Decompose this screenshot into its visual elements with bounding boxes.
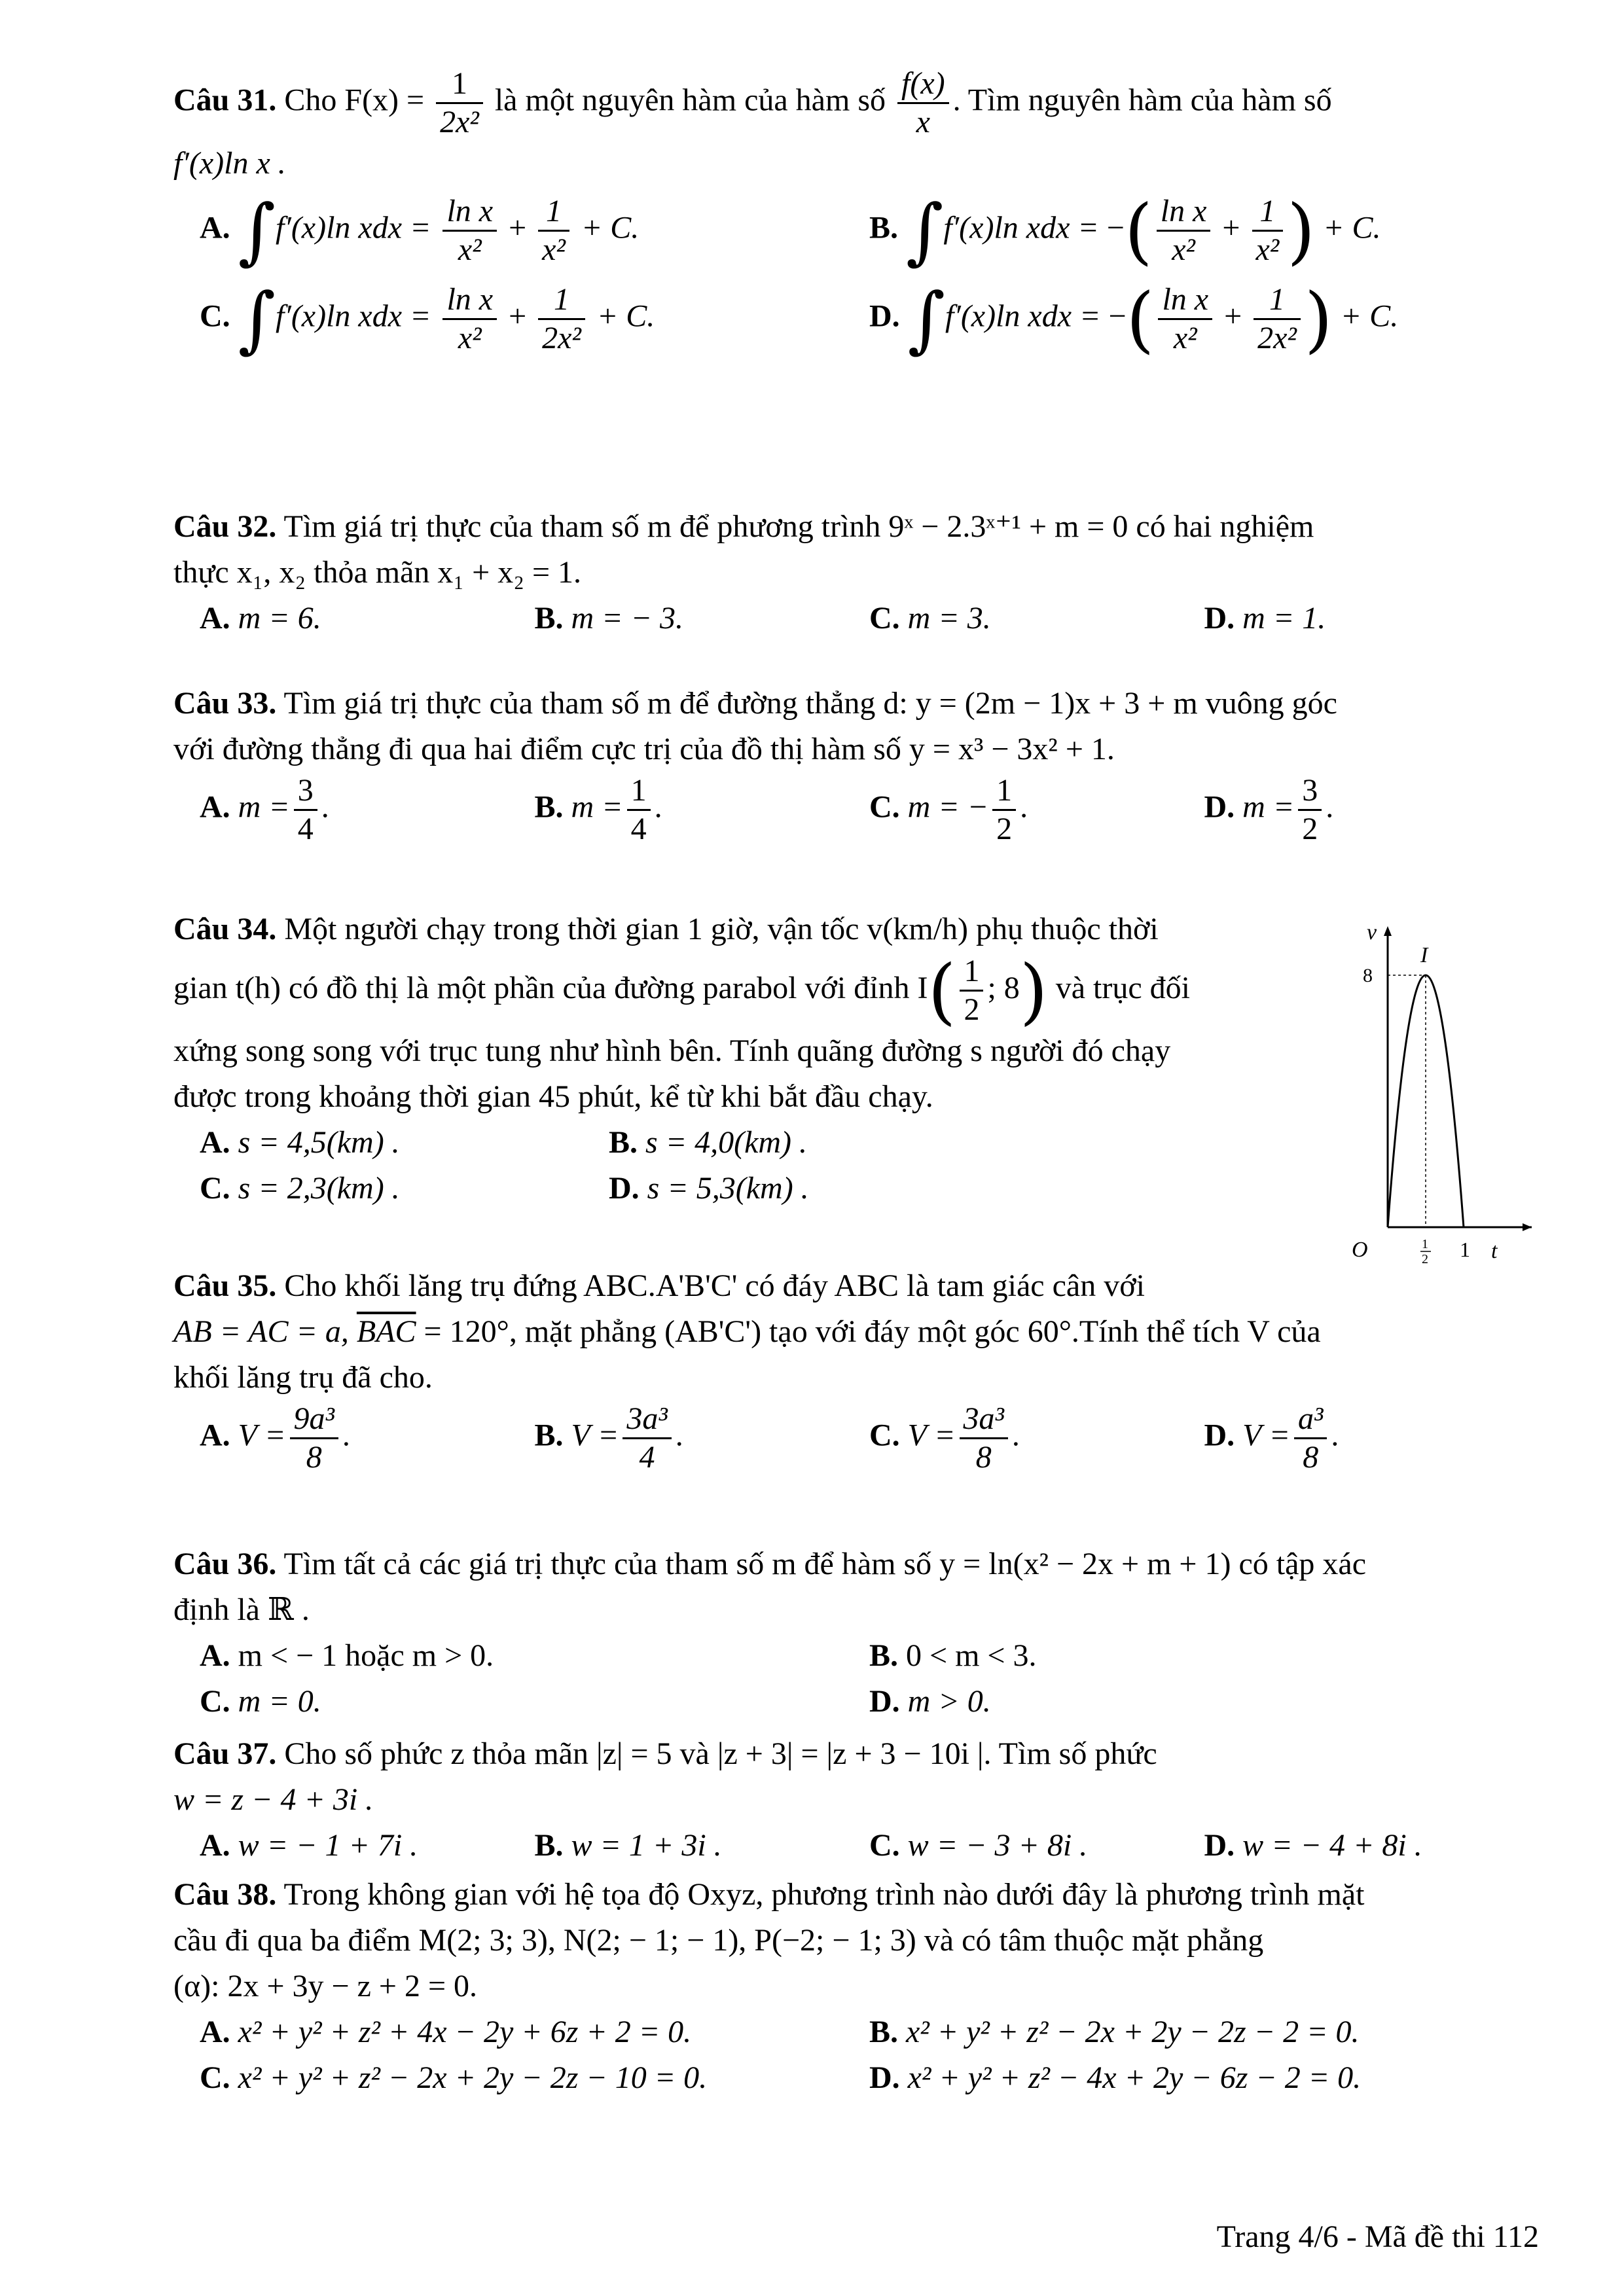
q36-option-c[interactable]: C. m = 0. bbox=[200, 1684, 321, 1719]
q31-option-a[interactable]: A. ∫f′(x)ln xdx = $\frac{\text{ln x}}{\text{x²}}$ + $\frac{1}{\text{x²}}$ + C. bbox=[200, 188, 640, 273]
q38-label: Câu 38. bbox=[173, 1877, 277, 1912]
question-34: Câu 34. Một người chạy trong thời gian 1 giờ, vận tốc v(km/h) phụ thuộc thời gian t(h) có đồ thị là một phần của đường parabol với đỉnh I( $\frac{1}{2}$ ; 8) và trục đối xứng song song với trục tung như hình bên. Tính quãng đường s người đó chạy được trong khoảng thời gian 45 phút, kể từ khi bắt đầu chạy. A. s = 4,5(km) . B. s = 4,0(km) . C. s = 2,3(km) . D. s = 5,3(km) . bbox=[173, 906, 1332, 1211]
q31-text: Cho F(x) = bbox=[284, 82, 425, 118]
q33-option-b[interactable]: B. m = $\frac{1}{4}$ . bbox=[534, 773, 662, 846]
v-axis-arrow-icon bbox=[1384, 926, 1392, 936]
q34-option-c[interactable]: C. s = 2,3(km) . bbox=[200, 1171, 400, 1206]
q36-label: Câu 36. bbox=[173, 1547, 277, 1581]
q31-option-c[interactable]: C. ∫f′(x)ln xdx = $\frac{\text{ln x}}{\text{x²}}$ + $\frac{1}{\text{2x²}}$ + C. bbox=[200, 277, 655, 361]
one-label: 1 bbox=[1460, 1238, 1470, 1261]
q35-label: Câu 35. bbox=[173, 1268, 277, 1303]
q32-text: Tìm giá trị thực của tham số m để phương trình 9ˣ − 2.3ˣ⁺¹ + m = 0 có hai nghiệm bbox=[283, 509, 1314, 544]
question-36 bbox=[173, 1541, 1539, 1725]
q31-label: Câu 31. bbox=[173, 82, 277, 118]
q36-text: Tìm tất cả các giá trị thực của tham số m để hàm số y = ln(x² − 2x + m + 1) có tập xác bbox=[283, 1547, 1367, 1581]
q35-text-3: = 120°, mặt phẳng (AB'C') tạo với đáy một góc 60°.Tính thể tích V của bbox=[424, 1314, 1321, 1349]
q34-label: Câu 34. bbox=[173, 912, 277, 946]
integral-icon: ∫ bbox=[907, 277, 945, 361]
q32-text-2: thực x₁, x₂ thỏa mãn x₁ + x₂ = 1. bbox=[173, 555, 582, 590]
half-den-label: 2 bbox=[1422, 1252, 1428, 1266]
q34-text-5: được trong khoảng thời gian 45 phút, kể từ khi bắt đầu chạy. bbox=[173, 1079, 933, 1115]
y8-label: 8 bbox=[1363, 965, 1373, 986]
q35-option-b[interactable]: B. V = $\frac{\text{3a³}}{4}$ . bbox=[534, 1401, 683, 1475]
q34-option-a[interactable]: A. s = 4,5(km) . bbox=[200, 1125, 400, 1160]
q33-text-2: với đường thẳng đi qua hai điểm cực trị của đồ thị hàm số y = x³ − 3x² + 1. bbox=[173, 732, 1115, 766]
q32-option-a[interactable]: A. m = 6. bbox=[200, 601, 321, 636]
q38-text-2: cầu đi qua ba điểm M(2; 3; 3), N(2; − 1; − 1), P(−2; − 1; 3) và có tâm thuộc mặt phẳng bbox=[173, 1923, 1264, 1958]
q32-option-b[interactable]: B. m = − 3. bbox=[534, 601, 683, 636]
page-footer: Trang 4/6 - Mã đề thi 112 bbox=[1216, 2219, 1539, 2254]
q31-line2: f′(x)ln x . bbox=[173, 146, 286, 181]
q35-option-c[interactable]: C. V = $\frac{\text{3a³}}{8}$ . bbox=[869, 1401, 1020, 1475]
q32-option-d[interactable]: D. m = 1. bbox=[1204, 601, 1326, 636]
q35-text: Cho khối lăng trụ đứng ABC.A'B'C' có đáy ABC là tam giác cân với bbox=[284, 1268, 1145, 1303]
q38-option-b[interactable]: B. x² + y² + z² − 2x + 2y − 2z − 2 = 0. bbox=[869, 2015, 1360, 2049]
q37-option-a[interactable]: A. w = − 1 + 7i . bbox=[200, 1828, 418, 1863]
q36-option-d[interactable]: D. m > 0. bbox=[869, 1684, 991, 1719]
angle-bac: $\overline{BAC}$ bbox=[356, 1314, 416, 1349]
q35-option-a[interactable]: A. V = $\frac{\text{9a³}}{8}$ . bbox=[200, 1401, 350, 1475]
q37-option-d[interactable]: D. w = − 4 + 8i . bbox=[1204, 1828, 1422, 1863]
q33-label: Câu 33. bbox=[173, 686, 277, 721]
q31-text-3: . Tìm nguyên hàm của hàm số bbox=[952, 82, 1332, 118]
q38-option-c[interactable]: C. x² + y² + z² − 2x + 2y − 2z − 10 = 0. bbox=[200, 2060, 708, 2095]
integral-icon: ∫ bbox=[238, 277, 276, 361]
q33-option-d[interactable]: D. m = $\frac{3}{2}$ . bbox=[1204, 773, 1334, 846]
vertex-label: I bbox=[1420, 943, 1428, 967]
q38-text: Trong không gian với hệ tọa độ Oxyz, phương trình nào dưới đây là phương trình mặt bbox=[283, 1877, 1365, 1912]
q34-option-d[interactable]: D. s = 5,3(km) . bbox=[609, 1171, 809, 1206]
q38-option-d[interactable]: D. x² + y² + z² − 4x + 2y − 6z − 2 = 0. bbox=[869, 2060, 1362, 2095]
t-axis-arrow-icon bbox=[1523, 1223, 1532, 1231]
q31-text-2: là một nguyên hàm của hàm số bbox=[494, 82, 886, 118]
q31-option-b[interactable]: B. ∫f′(x)ln xdx = −( $\frac{\text{ln x}}{\text{x²}}$ + $\frac{1}{\text{x²}}$ ) + C. bbox=[869, 188, 1381, 273]
q31-fraction-2: $\frac{f(x)}{x}$ bbox=[897, 65, 949, 141]
half-num-label: 1 bbox=[1422, 1237, 1428, 1251]
q36-option-a[interactable]: A. m < − 1 hoặc m > 0. bbox=[200, 1638, 494, 1673]
integral-icon: ∫ bbox=[906, 188, 944, 273]
question-38 bbox=[173, 1872, 1539, 2101]
q33-option-c[interactable]: C. m = − $\frac{1}{2}$ . bbox=[869, 773, 1028, 846]
q31-option-d[interactable]: D. ∫f′(x)ln xdx = −( $\frac{\text{ln x}}{\text{x²}}$ + $\frac{1}{\text{2x²}}$ ) + C. bbox=[869, 277, 1399, 361]
q38-text-3: (α): 2x + 3y − z + 2 = 0. bbox=[173, 1969, 478, 2003]
question-33 bbox=[173, 681, 1539, 848]
q36-text-2: định là ℝ . bbox=[173, 1592, 310, 1627]
q31-fraction: $\frac{1}{\text{2x²}}$ bbox=[436, 65, 483, 141]
q34-text: Một người chạy trong thời gian 1 giờ, vận tốc v(km/h) phụ thuộc thời bbox=[284, 912, 1159, 946]
q33-text: Tìm giá trị thực của tham số m để đường thẳng d: y = (2m − 1)x + 3 + m vuông góc bbox=[283, 686, 1337, 721]
v-label: v bbox=[1367, 920, 1377, 944]
integral-icon: ∫ bbox=[238, 188, 276, 273]
q37-text-2: w = z − 4 + 3i . bbox=[173, 1782, 374, 1817]
q35-option-d[interactable]: D. V = $\frac{\text{a³}}{8}$ . bbox=[1204, 1401, 1339, 1475]
question-32 bbox=[173, 504, 1539, 641]
t-label: t bbox=[1491, 1239, 1498, 1263]
q35-text-4: khối lăng trụ đã cho. bbox=[173, 1360, 433, 1395]
q38-option-a[interactable]: A. x² + y² + z² + 4x − 2y + 6z + 2 = 0. bbox=[200, 2015, 692, 2049]
q34-option-b[interactable]: B. s = 4,0(km) . bbox=[609, 1125, 808, 1160]
q36-option-b[interactable]: B. 0 < m < 3. bbox=[869, 1638, 1037, 1673]
q35-text-2: AB = AC = a, bbox=[173, 1314, 349, 1349]
q37-option-c[interactable]: C. w = − 3 + 8i . bbox=[869, 1828, 1088, 1863]
question-37 bbox=[173, 1731, 1539, 1869]
q32-label: Câu 32. bbox=[173, 509, 277, 544]
velocity-graph bbox=[1348, 916, 1538, 1266]
q37-text: Cho số phức z thỏa mãn |z| = 5 và |z + 3| = |z + 3 − 10i |. Tìm số phức bbox=[284, 1736, 1157, 1771]
q34-text-4: xứng song song với trục tung như hình bên. Tính quãng đường s người đó chạy bbox=[173, 1033, 1171, 1069]
q34-text-3: và trục đối bbox=[1055, 971, 1190, 1005]
q37-option-b[interactable]: B. w = 1 + 3i . bbox=[534, 1828, 722, 1863]
origin-label: O bbox=[1352, 1238, 1368, 1262]
q32-option-c[interactable]: C. m = 3. bbox=[869, 601, 991, 636]
q33-option-a[interactable]: A. m = $\frac{3}{4}$ . bbox=[200, 773, 329, 846]
q34-text-2: gian t(h) có đồ thị là một phần của đường parabol với đỉnh I bbox=[173, 971, 928, 1005]
question-35 bbox=[173, 1263, 1539, 1476]
q37-label: Câu 37. bbox=[173, 1736, 277, 1771]
question-31 bbox=[173, 65, 1539, 361]
